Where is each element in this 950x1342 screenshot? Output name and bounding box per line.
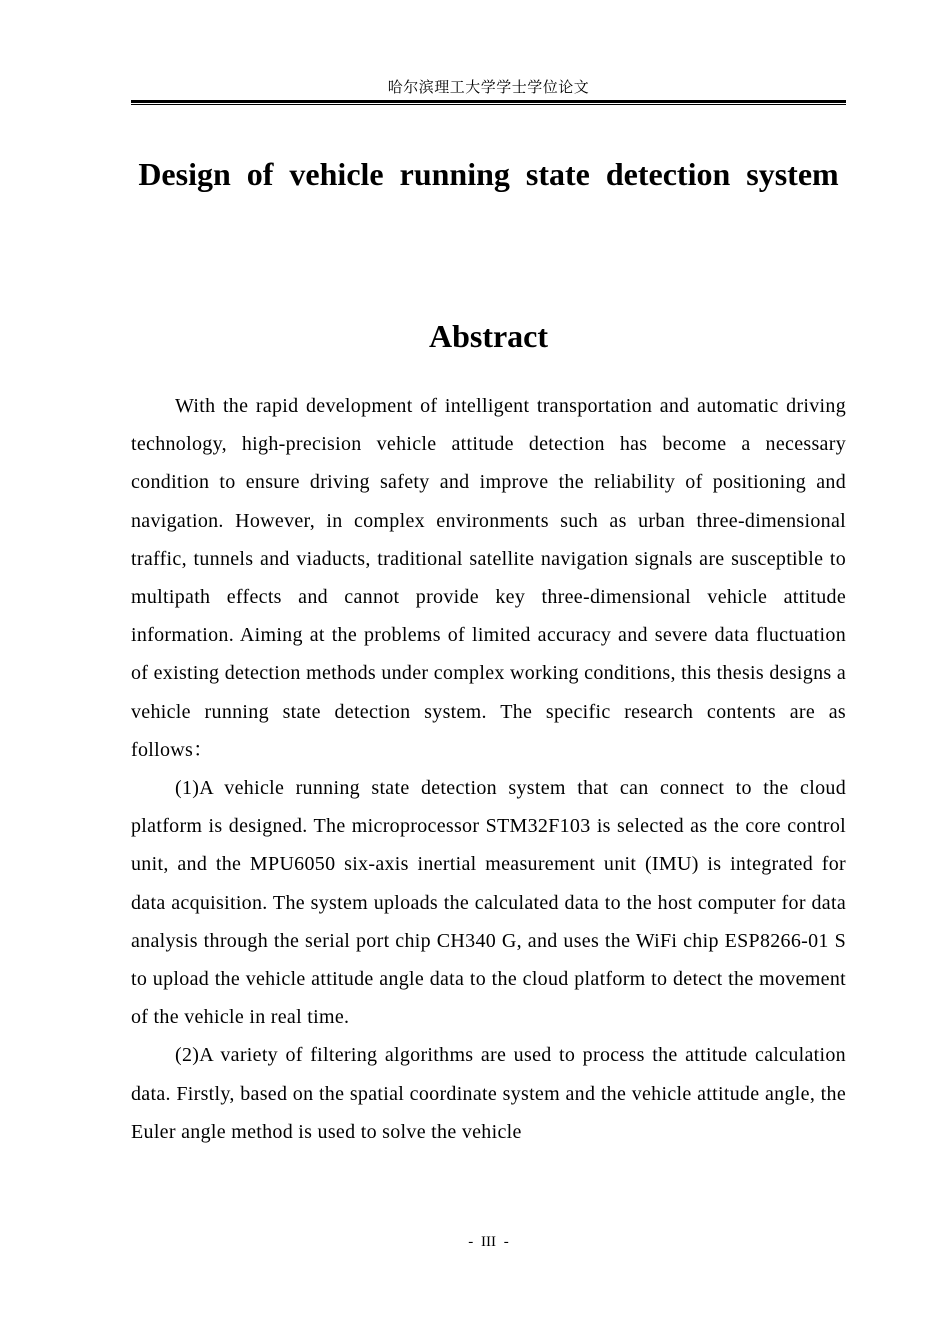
abstract-paragraph-2: (1)A vehicle running state detection system that can connect to the cloud platform is designed. The microprocessor STM32F103 is selected as the core control unit, and the MPU6050 six-axis inertial measurement unit (IMU) is integrated for data acquisition. The system uploads the calculated data to the host computer for data analysis through the serial port chip CH340 G, and uses the WiFi chip ESP8266-01 S to upload the vehicle attitude angle data to the cloud platform to detect the movement of the vehicle in real time. [131,777,846,1029]
abstract-body [131,387,846,1151]
running-header: 哈尔滨理工大学学士学位论文 [387,80,590,96]
document-title: Design of vehicle running state detection system [138,156,839,192]
header-rule-thin [131,104,846,105]
abstract-paragraph-1: With the rapid development of intelligent transportation and automatic driving technology, high-precision vehicle attitude detection has become a necessary condition to ensure driving safety and improve the reliability of positioning and navigation. However, in complex environments such as urban three-dimensional traffic, tunnels and viaducts, traditional satellite navigation signals are susceptible to multipath effects and cannot provide key three-dimensional vehicle attitude information. Aiming at the problems of limited accuracy and severe data fluctuation of existing detection methods under complex working conditions, this thesis designs a vehicle running state detection system. The specific research contents are as follows： [131,395,846,761]
page-number: - III - [468,1234,509,1250]
abstract-paragraph-3: (2)A variety of filtering algorithms are used to process the attitude calculation data. Firstly, based on the spatial coordinate system and the vehicle attitude angle, the Euler angle method is used to solve the vehicle [131,1044,846,1143]
abstract-heading: Abstract [428,318,549,354]
header-rule-thick [131,100,846,103]
